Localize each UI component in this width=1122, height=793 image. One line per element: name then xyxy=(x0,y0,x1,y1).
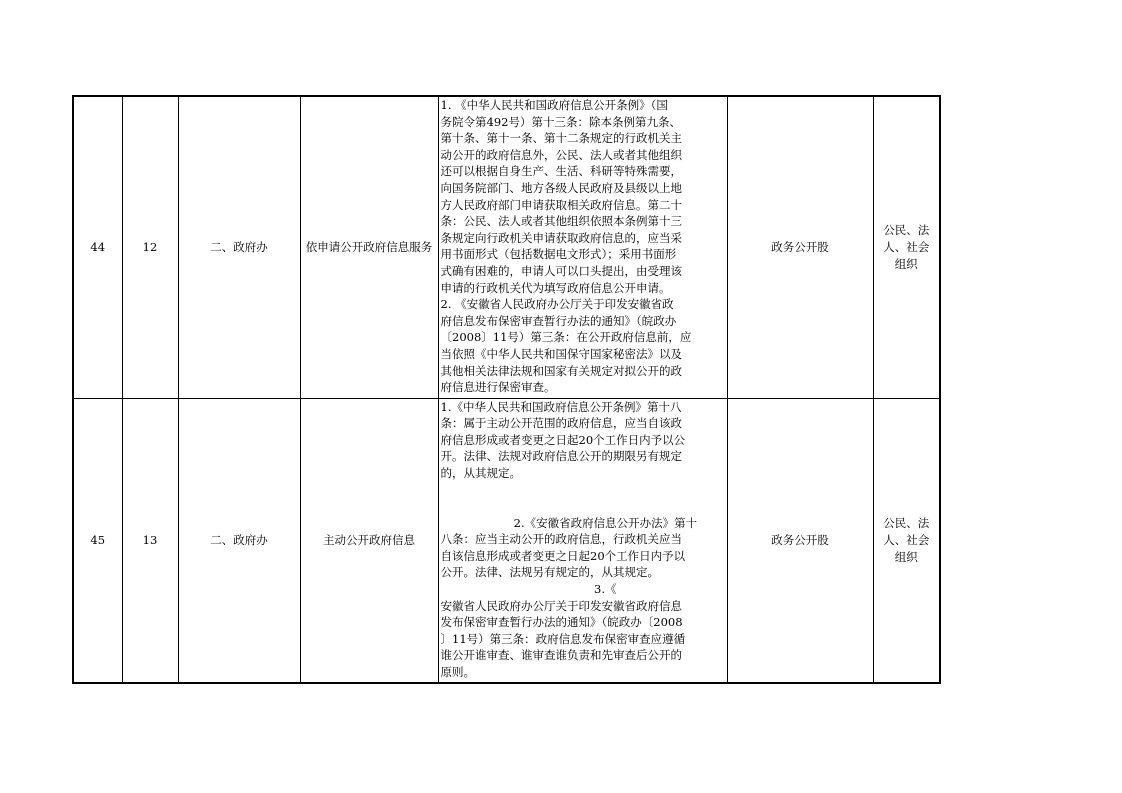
basis-line: 2.《安徽省政府信息公开办法》第十 xyxy=(440,515,698,530)
basis-line: 府信息形成或者变更之日起20个工作日内予以公 xyxy=(440,432,686,447)
basis-line: 的，从其规定。 xyxy=(440,465,521,480)
responsible-unit-cell: 政务公开股 xyxy=(727,398,873,683)
basis-line: 1.《中华人民共和国政府信息公开条例》第十八 xyxy=(440,399,682,414)
basis-line: 条规定向行政机关申请获取政府信息的，应当采 xyxy=(440,230,682,245)
basis-line: 第十条、第十一条、第十二条规定的行政机关主 xyxy=(440,131,682,146)
basis-line: 动公开的政府信息外，公民、法人或者其他组织 xyxy=(440,147,682,162)
basis-line: 发布保密审查暂行办法的通知》（皖政办〔2008 xyxy=(440,615,683,630)
service-target-cell xyxy=(873,398,940,683)
target-line: 人、社会 xyxy=(883,532,930,547)
basis-line: 八条：应当主动公开的政府信息，行政机关应当 xyxy=(440,532,682,547)
basis-line: 原则。 xyxy=(440,665,475,679)
document-table xyxy=(72,95,941,684)
service-target-cell xyxy=(873,96,940,398)
basis-line: 1. 《中华人民共和国政府信息公开条例》（国 xyxy=(440,98,668,112)
basis-line: 务院令第492号）第十三条：除本条例第九条、 xyxy=(440,114,681,129)
sub-sequence-cell: 13 xyxy=(122,398,178,683)
sub-sequence-cell: 12 xyxy=(122,96,178,398)
sequence-number-cell: 44 xyxy=(73,96,122,398)
basis-line: 式确有困难的，申请人可以口头提出，由受理该 xyxy=(440,263,682,278)
basis-line: 2. 《安徽省人民政府办公厅关于印发安徽省政 xyxy=(440,297,674,312)
basis-line: 用书面形式（包括数据电文形式）；采用书面形 xyxy=(440,247,677,262)
item-name-cell: 主动公开政府信息 xyxy=(300,398,438,683)
item-name-cell: 依申请公开政府信息服务 xyxy=(300,96,438,398)
basis-line: 〕11号）第三条：政府信息发布保密审查应遵循 xyxy=(440,631,686,646)
basis-line: 府信息进行保密审查。 xyxy=(440,380,556,395)
basis-line: 3.《 xyxy=(440,582,617,597)
responsible-unit-cell: 政务公开股 xyxy=(727,96,873,398)
basis-line: 申请的行政机关代为填写政府信息公开申请。 xyxy=(440,280,671,295)
basis-line: 条：属于主动公开范围的政府信息，应当自该政 xyxy=(440,416,682,431)
department-cell: 二、政府办 xyxy=(178,398,300,683)
basis-line: 条：公民、法人或者其他组织依照本条例第十三 xyxy=(440,214,682,229)
target-line: 组织 xyxy=(894,549,918,564)
legal-basis-cell xyxy=(438,398,727,683)
target-line: 组织 xyxy=(894,256,918,271)
basis-line: 向国务院部门、地方各级人民政府及县级以上地 xyxy=(440,180,682,195)
basis-line: 安徽省人民政府办公厅关于印发安徽省政府信息 xyxy=(440,598,682,613)
target-line: 公民、法 xyxy=(883,516,930,531)
basis-line xyxy=(441,481,725,498)
basis-line xyxy=(441,498,725,515)
basis-line: 谁公开谁审查、谁审查谁负责和先审查后公开的 xyxy=(440,648,682,663)
basis-line: 当依照《中华人民共和国保守国家秘密法》以及 xyxy=(440,346,682,361)
legal-basis-cell xyxy=(438,96,727,398)
table-row xyxy=(73,96,940,398)
sequence-number-cell: 45 xyxy=(73,398,122,683)
basis-line: 其他相关法律法规和国家有关规定对拟公开的政 xyxy=(440,363,682,378)
basis-line: 公开。法律、法规另有规定的，从其规定。 xyxy=(440,565,659,580)
basis-line: 〔2008〕11号）第三条：在公开政府信息前，应 xyxy=(440,330,692,345)
basis-line: 开。法律、法规对政府信息公开的期限另有规定 xyxy=(440,449,682,464)
basis-line: 府信息发布保密审查暂行办法的通知》（皖政办 xyxy=(440,313,677,328)
table-row xyxy=(73,398,940,683)
basis-line: 还可以根据自身生产、生活、科研等特殊需要， xyxy=(440,164,682,179)
basis-line: 方人民政府部门申请获取相关政府信息。第二十 xyxy=(440,197,682,212)
basis-line: 自该信息形成或者变更之日起20个工作日内予以 xyxy=(440,548,686,563)
department-cell: 二、政府办 xyxy=(178,96,300,398)
target-line: 人、社会 xyxy=(883,239,930,254)
target-line: 公民、法 xyxy=(883,223,930,238)
